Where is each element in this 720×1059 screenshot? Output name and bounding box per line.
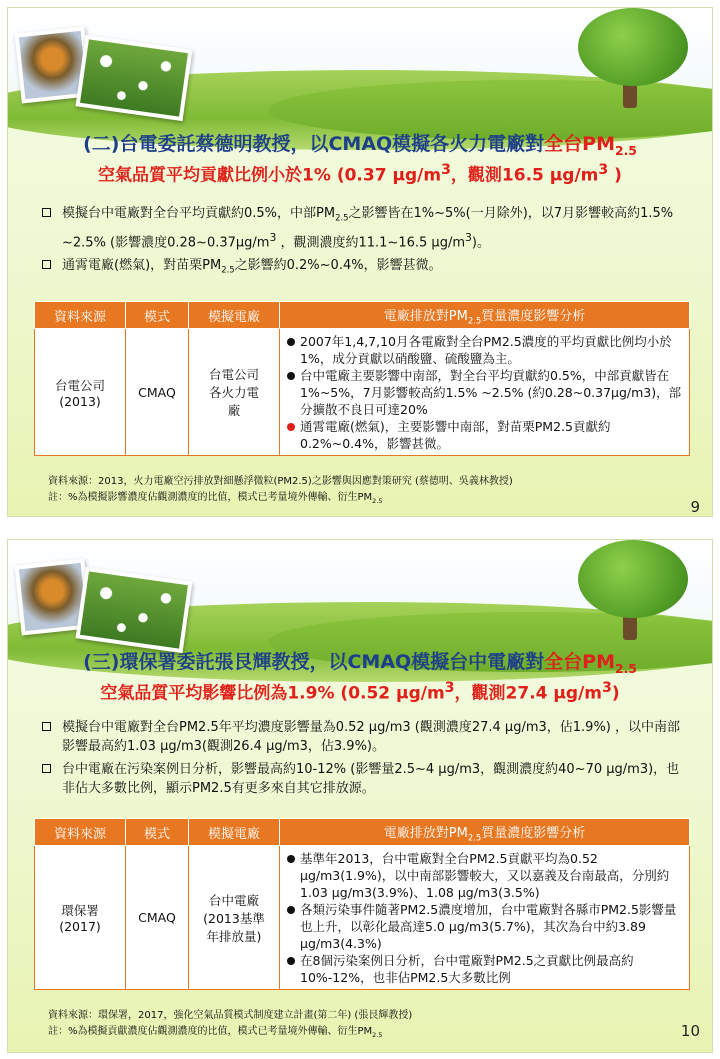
analysis-table xyxy=(34,818,690,990)
header-plant: 模擬電廠 xyxy=(189,302,280,329)
bullet-dot-icon xyxy=(287,338,295,346)
checkbox-icon xyxy=(42,722,51,731)
checkbox-icon xyxy=(42,260,51,269)
checkbox-icon xyxy=(42,764,51,773)
cell-source: 環保署 (2017) xyxy=(35,846,126,990)
bullet-dot-icon xyxy=(287,372,295,380)
header-analysis: 電廠排放對$PM_{2.5}$質量濃度影響分析 xyxy=(280,819,690,846)
cell-source: 台電公司 (2013) xyxy=(35,329,126,456)
bullet-dot-icon xyxy=(287,423,295,431)
cell-analysis xyxy=(280,846,690,990)
tree-icon xyxy=(578,540,688,618)
cell-plant: 台中電廠 (2013基準 年排放量) xyxy=(189,846,280,990)
cell-model: CMAQ xyxy=(126,329,189,456)
slide-title: (三)環保署委託張艮輝教授，以CMAQ模擬台中電廠對全台$PM_{2.5}$ xyxy=(83,651,637,676)
analysis-item: 基準年2013，台中電廠對全台PM2.5貢獻平均為0.52 μg/m3(1.9%)，以中南部影響較大，又以嘉義及台南最高，分別約1.03 μg/m3(3.9%)、1.08 μg/m3(3.5%) xyxy=(286,850,683,901)
header-plant: 模擬電廠 xyxy=(189,819,280,846)
bullet-item: 模擬台中電廠對全台平均貢獻約0.5%，中部$PM_{2.5}$之影響皆在1%~5%(一月除外)，以7月影響較高約1.5% ~2.5% (影響濃度$0.28\sim 0.37\mu g/m^3$ ，觀測濃度約11.1~16.5 $\mu g/m^3$)。 xyxy=(42,204,688,252)
analysis-item: 2007年1,4,7,10月各電廠對全台PM2.5濃度的平均貢獻比例均小於1%，成分貢獻以硝酸鹽、硫酸鹽為主。 xyxy=(286,333,683,367)
header-source: 資料來源 xyxy=(35,302,126,329)
analysis-item: 在8個污染案例日分析，台中電廠對PM2.5之貢獻比例最高約10%-12%，也非佔PM2.5大多數比例 xyxy=(286,952,683,986)
analysis-item: 通霄電廠(燃氣)，主要影響中南部，對苗栗PM2.5貢獻約0.2%~0.4%，影響甚微。 xyxy=(286,418,683,452)
title-sub: 2.5 xyxy=(615,143,637,158)
analysis-table xyxy=(34,301,690,456)
cell-analysis xyxy=(280,329,690,456)
flower-photo xyxy=(76,567,193,653)
slide-9 xyxy=(8,8,712,516)
checkbox-icon xyxy=(42,208,51,217)
tree-icon xyxy=(578,8,688,86)
title-highlight: 全台PM xyxy=(544,133,616,155)
header-model: 模式 xyxy=(126,819,189,846)
analysis-item: 台中電廠主要影響中南部，對全台平均貢獻約0.5%，中部貢獻皆在1%~5%，7月影響較高約1.5% ~2.5% (約0.28~0.37μg/m3)，部分擴散不良日可達20% xyxy=(286,367,683,418)
bullet-list xyxy=(42,718,688,802)
flower-photo xyxy=(76,35,193,121)
bullet-dot-icon xyxy=(287,906,295,914)
bullet-dot-icon xyxy=(287,957,295,965)
source-note: 資料來源：2013，火力電廠空污排放對細懸浮微粒(PM2.5)之影響與因應對策研究 (蔡德明、吳義林教授) xyxy=(48,476,513,487)
footnote: 註：%為模擬影響濃度佔觀測濃度的比值，模式已考量境外傳輸、衍生$PM_{2.5}$ xyxy=(48,492,383,505)
bullet-item: 通霄電廠(燃氣)，對苗栗$PM_{2.5}$之影響約0.2%~0.4%，影響甚微。 xyxy=(42,256,688,280)
bullet-item: 台中電廠在污染案例日分析，影響最高約10-12% (影響量2.5~4 μg/m3，觀測濃度約40~70 μg/m3)，也非佔大多數比例，顯示PM2.5有更多來自其它排放源。 xyxy=(42,760,688,798)
header-source: 資料來源 xyxy=(35,819,126,846)
title-text: (二)台電委託蔡德明教授，以CMAQ模擬各火力電廠對 xyxy=(83,133,545,155)
footnote: 註：%為模擬貢獻濃度佔觀測濃度的比值，模式已考量境外傳輸、衍生$PM_{2.5}$ xyxy=(48,1026,383,1039)
slide-10 xyxy=(8,540,712,1052)
source-note: 資料來源：環保署，2017，強化空氣品質模式制度建立計畫(第二年) (張艮輝教授) xyxy=(48,1010,413,1021)
bullet-list xyxy=(42,204,688,284)
slide-subtitle: 空氣品質平均貢獻比例小於1% (0.37 $\mu g/m^3$，觀測16.5 $\mu g/m^3$ ) xyxy=(98,162,622,186)
header-model: 模式 xyxy=(126,302,189,329)
slide-subtitle: 空氣品質平均影響比例為1.9% (0.52 $\mu g/m^3$，觀測27.4 $\mu g/m^3$) xyxy=(100,680,620,704)
bullet-item: 模擬台中電廠對全台PM2.5年平均濃度影響量為0.52 μg/m3 (觀測濃度27.4 μg/m3，佔1.9%) ，以中南部影響最高約1.03 μg/m3(觀測26.4 μg/m3，佔3.9%)。 xyxy=(42,718,688,756)
cell-model: CMAQ xyxy=(126,846,189,990)
page-number: 9 xyxy=(690,498,700,516)
analysis-item: 各類污染事件隨著PM2.5濃度增加，台中電廠對各縣市PM2.5影響量也上升，以彰化最高達5.0 μg/m3(5.7%)，其次為台中約3.89 μg/m3(4.3%) xyxy=(286,901,683,952)
header-analysis: 電廠排放對$PM_{2.5}$質量濃度影響分析 xyxy=(280,302,690,329)
cell-plant: 台電公司 各火力電 廠 xyxy=(189,329,280,456)
page-number: 10 xyxy=(680,1022,700,1040)
bullet-dot-icon xyxy=(287,855,295,863)
